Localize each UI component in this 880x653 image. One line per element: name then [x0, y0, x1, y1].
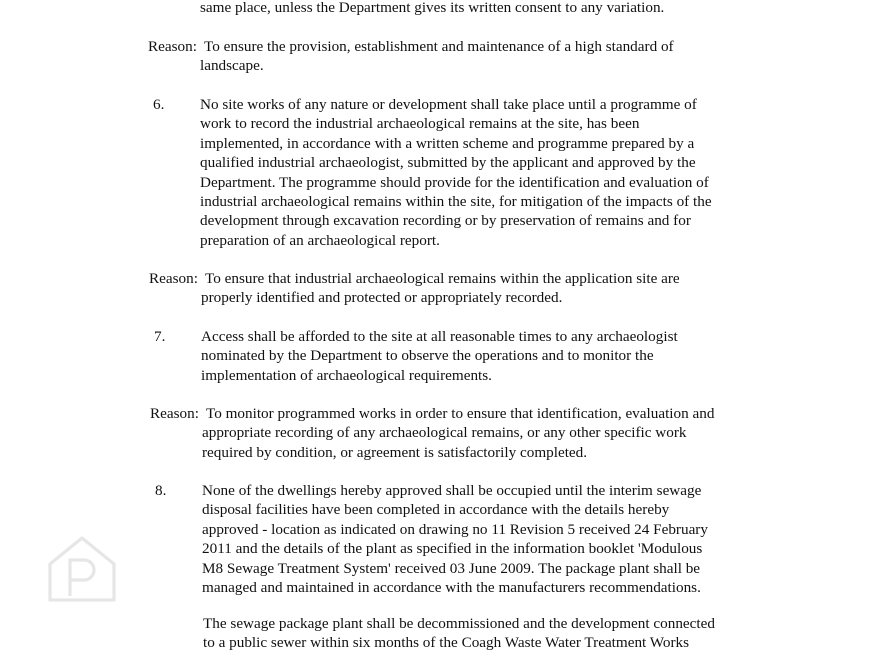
- condition-text: [202, 481, 708, 597]
- reason-label: Reason:: [148, 38, 197, 55]
- text-line: work to record the industrial archaeological remains at the site, has been: [200, 115, 640, 133]
- text-line: To ensure that industrial archaeological remains within the application site are: [205, 270, 680, 287]
- top-fragment: [200, 0, 664, 17]
- text-line: qualified industrial archaeologist, submitted by the applicant and approved by the: [200, 154, 696, 172]
- text-line: implementation of archaeological requirements.: [201, 366, 492, 384]
- condition-number: 8.: [155, 482, 167, 499]
- condition-text: [201, 327, 678, 385]
- text-line: No site works of any nature or development shall take place until a programme of: [200, 96, 697, 113]
- text-line: managed and maintained in accordance with the manufacturers recommendations.: [202, 578, 701, 596]
- text-line: Department. The programme should provide for the identification and evaluation of: [200, 173, 709, 191]
- text-line: nominated by the Department to observe the operations and to monitor the: [201, 347, 654, 365]
- text-line: preparation of an archaeological report.: [200, 231, 440, 249]
- text-line: Access shall be afforded to the site at all reasonable times to any archaeologist: [201, 328, 678, 345]
- text-line: To ensure the provision, establishment and maintenance of a high standard of: [204, 38, 674, 55]
- text-line: industrial archaeological remains within the site, for mitigation of the impacts of the: [200, 192, 712, 210]
- reason-text: [200, 37, 674, 76]
- condition-text: [203, 614, 715, 653]
- text-line: disposal facilities have been completed in accordance with the details hereby: [202, 501, 670, 519]
- text-line: To monitor programmed works in order to ensure that identification, evaluation and: [206, 405, 715, 422]
- text-line: The sewage package plant shall be decommissioned and the development connected: [203, 615, 715, 632]
- reason-label: Reason:: [149, 270, 198, 287]
- text-line: to a public sewer within six months of the Coagh Waste Water Treatment Works: [203, 634, 690, 652]
- condition-number: 7.: [154, 328, 166, 345]
- text-line: landscape.: [200, 57, 264, 75]
- text-line: 2011 and the details of the plant as specified in the information booklet 'Modulous: [202, 540, 703, 558]
- text-line: approved - location as indicated on drawing no 11 Revision 5 received 24 February: [202, 520, 708, 538]
- house-p-logo-icon: [44, 534, 120, 604]
- text-line: None of the dwellings hereby approved shall be occupied until the interim sewage: [202, 482, 702, 499]
- text-line: properly identified and protected or appropriately recorded.: [201, 289, 563, 307]
- reason-text: [201, 269, 680, 308]
- condition-number: 6.: [153, 96, 165, 113]
- reason-label: Reason:: [150, 405, 199, 422]
- text-line: development through excavation recording or by preservation of remains and for: [200, 212, 691, 230]
- text-line: same place, unless the Department gives its written consent to any variation.: [200, 0, 665, 16]
- text-line: implemented, in accordance with a written scheme and programme prepared by a: [200, 134, 695, 152]
- text-line: required by condition, or agreement is satisfactorily completed.: [202, 443, 588, 461]
- text-line: appropriate recording of any archaeological remains, or any other specific work: [202, 424, 687, 442]
- reason-text: [202, 404, 715, 462]
- condition-text: [200, 95, 712, 250]
- text-line: M8 Sewage Treatment System' received 03 June 2009. The package plant shall be: [202, 559, 701, 577]
